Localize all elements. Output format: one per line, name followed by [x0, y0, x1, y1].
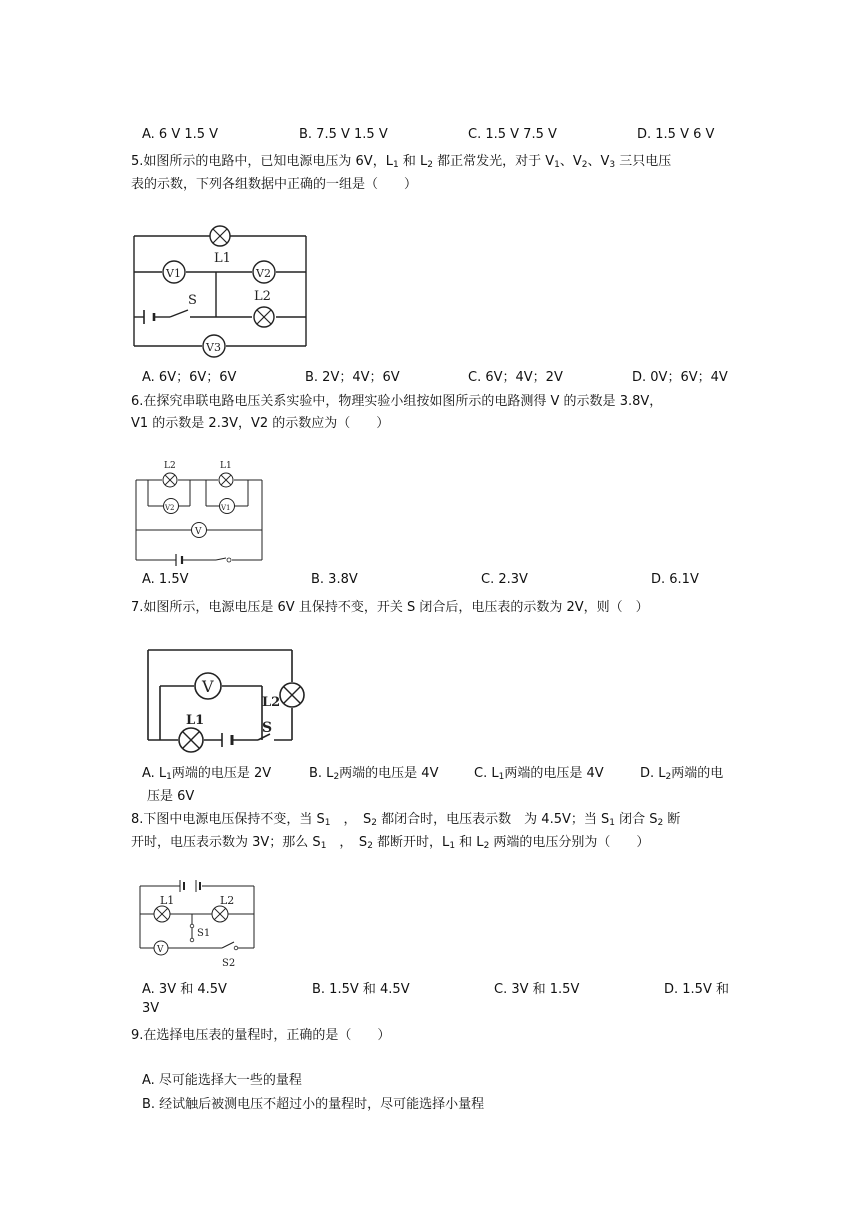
q6-circuit-diagram: [128, 454, 270, 570]
q9-option-a[interactable]: A. 尽可能选择大一些的量程: [142, 1073, 302, 1088]
q5-option-c[interactable]: C. 6V；4V；2V: [468, 370, 563, 385]
q5-voltmeter-v2: [253, 261, 275, 283]
q8-question-line1: 8.下图中电源电压保持不变，当 $S_1$ ， $S_2$ 都闭合时，电压表示数 为 4.5V；当 $S_1$ 闭合 $S_2$ 断: [131, 812, 681, 828]
q7-option-a[interactable]: A. $L_1$两端的电压是 2V: [142, 766, 272, 782]
q7-option-d-wrap: 压是 6V: [147, 789, 195, 804]
q4-option-c[interactable]: C. 1.5 V 7.5 V: [468, 127, 557, 142]
q9-option-b[interactable]: B. 经试触后被测电压不超过小的量程时，尽可能选择小量程: [142, 1097, 485, 1112]
q4-option-b[interactable]: B. 7.5 V 1.5 V: [299, 127, 388, 142]
q7-option-d[interactable]: D. $L_2$两端的电: [640, 766, 724, 782]
q6-option-c[interactable]: C. 2.3V: [481, 572, 528, 587]
q5-lamp-l2: [254, 307, 274, 327]
q5-label-l1: L1: [214, 251, 231, 266]
q6-question-line1: 6.在探究串联电路电压关系实验中，物理实验小组按如图所示的电路测得 V 的示数是 3.8V，: [131, 394, 663, 409]
q6-voltmeter-v2: [164, 499, 179, 514]
q7-lamp-l1: [179, 728, 203, 752]
q7-option-c[interactable]: C. $L_1$两端的电压是 4V: [474, 766, 604, 782]
q5-question-line1: 5.如图所示的电路中，已知电源电压为 6V，$L_1$ 和 $L_2$ 都正常发光，对于 $V_1$、$V_2$、$V_3$ 三只电压: [131, 154, 672, 170]
q6-option-d[interactable]: D. 6.1V: [651, 572, 699, 587]
q6-question-line2: V1 的示数是 2.3V，V2 的示数应为（ ）: [131, 416, 390, 431]
q6-lamp-l2: [163, 473, 177, 487]
q8-lamp-l2: [212, 906, 228, 922]
q8-label-l1: L1: [160, 894, 175, 907]
q7-label-l1: L1: [186, 713, 205, 728]
q8-option-a[interactable]: A. 3V 和 4.5V: [142, 982, 227, 997]
q7-options: [0, 762, 860, 782]
q5-lamp-l1: [210, 226, 230, 246]
svg-text:V3: V3: [206, 341, 221, 354]
q7-label-s: S: [262, 720, 273, 736]
q8-label-s2: S2: [222, 958, 236, 969]
q6-voltmeter-v1: [220, 499, 235, 514]
svg-text:V2: V2: [165, 504, 175, 512]
q7-voltmeter-v: [195, 673, 221, 699]
svg-text:V1: V1: [166, 267, 181, 280]
q8-option-b[interactable]: B. 1.5V 和 4.5V: [312, 982, 410, 997]
q6-label-l2: L2: [164, 461, 176, 471]
q4-option-a[interactable]: A. 6 V 1.5 V: [142, 127, 219, 142]
q5-voltmeter-v3: [203, 335, 225, 357]
q5-options: [0, 366, 860, 386]
q5-option-d[interactable]: D. 0V；6V；4V: [632, 370, 728, 385]
q5-voltmeter-v1: [163, 261, 185, 283]
q7-lamp-l2: [280, 683, 304, 707]
q5-label-l2: L2: [254, 289, 271, 304]
q5-option-a[interactable]: A. 6V；6V；6V: [142, 370, 237, 385]
q5-question-line2: 表的示数，下列各组数据中正确的一组是（ ）: [131, 177, 418, 192]
svg-text:V: V: [195, 527, 202, 537]
q7-question-line1: 7.如图所示，电源电压是 6V 且保持不变，开关 S 闭合后，电压表的示数为 2V，则（ ）: [131, 600, 649, 615]
q7-option-b[interactable]: B. $L_2$两端的电压是 4V: [309, 766, 439, 782]
q6-options: [0, 572, 860, 592]
svg-text:V1: V1: [221, 504, 231, 512]
q7-label-l2: L2: [262, 695, 281, 710]
q8-options: [0, 978, 860, 998]
q7-circuit-diagram: [140, 644, 310, 754]
q8-option-c[interactable]: C. 3V 和 1.5V: [494, 982, 580, 997]
q8-lamp-l1: [154, 906, 170, 922]
q6-lamp-l1: [219, 473, 233, 487]
q8-circuit-diagram: [134, 874, 262, 972]
q8-label-l2: L2: [220, 894, 235, 907]
q8-option-d[interactable]: D. 1.5V 和: [664, 982, 729, 997]
q5-option-b[interactable]: B. 2V；4V；6V: [305, 370, 400, 385]
q6-option-b[interactable]: B. 3.8V: [311, 572, 358, 587]
q8-option-d-wrap: 3V: [142, 1001, 160, 1016]
svg-text:V2: V2: [256, 267, 271, 280]
q6-option-a[interactable]: A. 1.5V: [142, 572, 189, 587]
q4-option-d[interactable]: D. 1.5 V 6 V: [637, 127, 715, 142]
q6-label-l1: L1: [220, 461, 232, 471]
q8-voltmeter-v: [154, 941, 168, 955]
q5-circuit-diagram: [128, 222, 318, 360]
q6-voltmeter-v: [192, 523, 207, 538]
q5-label-s: S: [188, 293, 197, 308]
q9-question-line1: 9.在选择电压表的量程时，正确的是（ ）: [131, 1028, 391, 1043]
q8-label-s1: S1: [197, 928, 211, 939]
svg-text:V: V: [202, 677, 214, 696]
q4-options: [0, 127, 860, 147]
svg-text:V: V: [157, 945, 164, 955]
q8-question-line2: 开时，电压表示数为 3V；那么 $S_1$ ， $S_2$ 都断开时，$L_1$ 和 $L_2$ 两端的电压分别为（ ）: [131, 835, 650, 851]
